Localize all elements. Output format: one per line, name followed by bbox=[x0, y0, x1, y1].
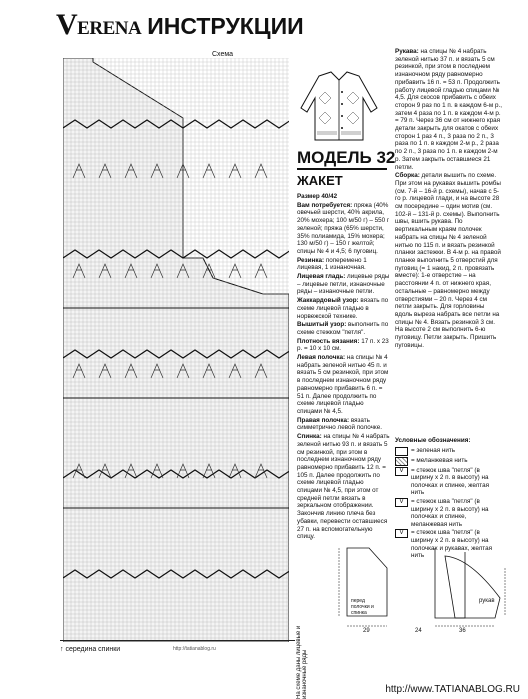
instruction-paragraph bbox=[297, 193, 390, 201]
rows-note: На схеме даны лицевые и изнаночные ряды bbox=[296, 625, 308, 699]
legend-symbol bbox=[395, 447, 408, 456]
paragraph-text: пряжа (40% овечьей шерсти, 40% акрила, 20% мохера; 100 м/50 г) – 550 г зеленой; пряжа (65% шерсти, 35% полиамида, 15% мохера; 130 м/50 г) – 150 г желтой; спицы № 4 и 4,5; 6 пуговиц. bbox=[297, 201, 390, 255]
paragraph-heading: Правая полочка: bbox=[297, 416, 350, 424]
chart-label: Схема bbox=[212, 51, 234, 58]
legend-symbol: V bbox=[395, 529, 408, 538]
schematic-front-label: перед полочки и спинка bbox=[351, 598, 374, 616]
chart-site: http://tatianablog.ru bbox=[173, 646, 216, 652]
legend-symbol bbox=[395, 457, 408, 466]
legend-text: = зеленая нить bbox=[411, 446, 456, 454]
instruction-paragraph bbox=[297, 417, 390, 432]
instruction-paragraph bbox=[297, 257, 390, 272]
legend-text: = стежок шва "петля" (в ширину х 2 п. в высоту) на полочках и рукавах, желтая нить bbox=[411, 529, 493, 560]
legend-text: = стежок шва "петля" (в ширину х 2 п. в высоту) на полочках и спинке, желтая нить bbox=[411, 466, 490, 497]
legend-text: = меланжевая нить bbox=[411, 456, 468, 464]
paragraph-text: на спицы № 4 набрать зеленой нитью 45 п. и вязать 5 см резинкой, при этом в последнем изнаночном ряду равномерно прибавить 6 п. = 51 п. Далее продолжить по схеме лицевой гладью спицами № 4,5. bbox=[297, 354, 389, 415]
paragraph-text: выполнить по схеме стежком "петля". bbox=[297, 321, 389, 336]
legend-title: Условные обозначения: bbox=[395, 437, 471, 444]
chart-baseline bbox=[60, 640, 295, 641]
instruction-paragraph bbox=[395, 172, 502, 349]
paragraph-heading: Рукава: bbox=[395, 48, 419, 55]
dim-label: 36 bbox=[459, 628, 466, 634]
instructions-column-1 bbox=[297, 193, 390, 542]
paragraph-heading: Лицевая гладь: bbox=[297, 273, 346, 281]
paragraph-text: лицевые ряды – лицевые петли, изнаночные ряды – изнаночные петли. bbox=[297, 273, 390, 296]
instruction-paragraph bbox=[297, 202, 390, 256]
chart-bottom-label: ↑ середина спинки bbox=[60, 646, 121, 653]
instruction-paragraph bbox=[297, 321, 390, 336]
paragraph-text: 17 п. x 23 р. = 10 x 10 см. bbox=[297, 337, 389, 353]
model-divider bbox=[297, 168, 387, 170]
paragraph-heading: Спинка: bbox=[297, 433, 322, 441]
legend-item bbox=[395, 498, 502, 528]
paragraph-text: на спицы № 4 набрать зеленой нитью 93 п. и вязать 5 см резинкой, при этом в последнем изнаночном ряду равномерно прибавить 12 п. = 105 п. Далее продолжить по схеме лицевой гладью спицами № 4,5, при этом от средней петли вязать в зеркальном отображении. Закончив линию плеча без убавки, перевести оставшиеся 27 п. на вспомогательную спицу. bbox=[297, 433, 390, 541]
garment-schematics bbox=[295, 538, 515, 668]
legend-item bbox=[395, 457, 502, 466]
paragraph-heading: Размер 40/42 bbox=[297, 193, 338, 200]
legend-symbol: V bbox=[395, 467, 408, 476]
paragraph-text: детали вышить по схеме. При этом на рукавах вышить ромбы (см. 7-й – 16-й р. схемы), начав с 5-го р. лицевой глади, и на высоте 28 см посередине – один мотив (см. 102-й – 131-й р. схемы). Выполнить швы, вшить рукава. По вертикальным краям полочек набрать на спицы № 4 зеленой нитью по 115 п. и вязать резинкой планки застежки. В 4-м р. на правой планке выполнить 5 отверстий для пуговиц (= 1 накид, 2 п. провязать вместе): 1-е отверстие – на расстоянии 4 п. от нижнего края, остальные – равномерно между отверстиями – 20 п. Через 4 см петли закрыть. Для горловины вдоль выреза набрать все петли на спицы № 4. Вязать резинкой 3 см. На высоте 2 см выполнить 6-ю пуговицу. Петли закрыть. Пришить пуговицы. bbox=[395, 172, 501, 349]
page-title: ИНСТРУКЦИИ bbox=[147, 13, 304, 39]
instruction-paragraph bbox=[297, 297, 390, 320]
instruction-paragraph bbox=[297, 433, 390, 541]
legend-text: = стежок шва "петля" (в ширину х 2 п. в высоту) на полочках и спинке, меланжевая нить bbox=[411, 497, 489, 528]
jacket-illustration bbox=[293, 68, 385, 144]
instruction-paragraph bbox=[297, 338, 390, 353]
legend-symbol: V bbox=[395, 498, 408, 507]
paragraph-heading: Резинка: bbox=[297, 256, 325, 264]
paragraph-heading: Левая полочка: bbox=[297, 354, 346, 362]
paragraph-heading: Вышитый узор: bbox=[297, 321, 347, 329]
instruction-paragraph bbox=[297, 273, 390, 296]
paragraph-text: поперемено 1 лицевая, 1 изнаночная. bbox=[297, 256, 367, 272]
legend-item bbox=[395, 467, 502, 497]
schematic-sleeve-label: рукав bbox=[479, 598, 495, 604]
paragraph-text: на спицы № 4 набрать зеленой нитью 37 п. и вязать 5 см резинкой, при этом в последнем изнаночном ряду равномерно прибавить 16 п. = 53 п. Продолжить работу лицевой гладью спицами № 4,5. Для скосов прибавить с обеих сторон 9 раз по 1 п. в каждом 6-м р., затем 4 раза по 1 п. в каждом 4-м р. = 79 п. Через 36 см от нижнего края детали закрыть для окатов с обеих сторон 1 раз 4 п., 3 раза по 2 п., 3 раза по 1 п. в каждом 2-м р., 2 раза по 2 п., 3 раза по 1 п. в каждом 2-м р. Затем закрыть оставшиеся 21 петли. bbox=[395, 48, 502, 171]
footer-url: http://www.TATIANABLOG.RU bbox=[385, 684, 520, 695]
paragraph-heading: Сборка: bbox=[395, 172, 420, 180]
model-type: ЖАКЕТ bbox=[297, 173, 343, 188]
brand-logo: VERENA bbox=[56, 8, 142, 41]
legend-item bbox=[395, 447, 502, 456]
paragraph-heading: Вам потребуется: bbox=[297, 201, 353, 209]
knitting-chart bbox=[63, 58, 289, 642]
paragraph-heading: Плотность вязания: bbox=[297, 337, 360, 345]
page-header bbox=[56, 8, 304, 42]
dim-label: 24 bbox=[415, 628, 422, 634]
paragraph-heading: Жаккардовый узор: bbox=[297, 297, 359, 305]
paragraph-text: вязать симметрично левой полочке. bbox=[297, 416, 382, 432]
instruction-paragraph bbox=[395, 48, 502, 171]
dim-label: 29 bbox=[363, 628, 370, 634]
instruction-paragraph bbox=[297, 354, 390, 416]
paragraph-text: вязать по схеме лицевой гладью в норвежской технике. bbox=[297, 297, 389, 320]
instructions-column-2 bbox=[395, 48, 502, 350]
model-title: МОДЕЛЬ 32 bbox=[297, 148, 396, 167]
